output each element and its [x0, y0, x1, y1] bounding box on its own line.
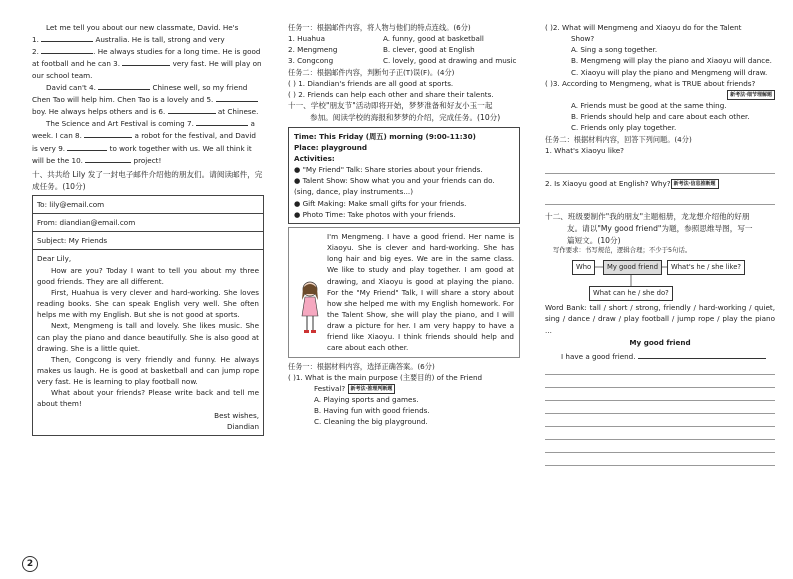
essay-start: I have a good friend. [545, 350, 775, 362]
email-from: From: diandian@email.com [33, 214, 263, 232]
question-11-heading-cont: 参加。阅读学校的海报和梦梦的介绍，完成任务。(10分) [310, 112, 501, 122]
mc-question-cont: Show? [571, 34, 595, 44]
mc-option[interactable]: B. Mengmeng will play the piano and Xiaoyu will dance. [571, 56, 772, 66]
question-11-heading: 十一、学校"朋友节"活动即将开始，梦梦准备和好友小玉一起 [288, 101, 493, 111]
mind-map [545, 260, 775, 300]
mind-map-can: What can he / she do? [589, 286, 673, 301]
cloze-blank-1[interactable] [41, 33, 93, 42]
poster-place: Place: playground [294, 142, 368, 152]
cloze-blank-7[interactable] [196, 117, 248, 126]
essay-first-line[interactable] [638, 350, 766, 359]
cloze-line: 1. Australia. He is tall, strong and very [32, 35, 225, 45]
mind-map-like: What's he / she like? [667, 260, 745, 275]
question-12-heading-cont: 篇短文。(10分) [567, 235, 621, 245]
match-row[interactable]: 1. Huahua A. funny, good at basketball [288, 34, 484, 44]
poster-activity: ● Gift Making: Make small gifts for your friends. [294, 198, 467, 208]
cloze-blank-4[interactable] [98, 81, 150, 90]
question-12-heading: 十二、班级要制作"我的朋友"主题相册，龙龙想介绍他的好朋 [545, 212, 750, 222]
cloze-line: Chen Tao will help him. Chen Tao is a lovely and 5. [32, 93, 264, 105]
mc-option[interactable]: C. Xiaoyu will play the piano and Mengmeng will draw. [571, 67, 768, 77]
cloze-line: Let me tell you about our new classmate, David. He's [46, 23, 239, 32]
email-box [32, 195, 264, 436]
cloze-line: 2. . He always studies for a long time. He is good [32, 47, 261, 57]
cloze-line: at football and he can 3. very fast. He will play on [32, 59, 262, 69]
mc-option[interactable]: A. Friends must be good at the same thing. [571, 101, 727, 111]
email-body [33, 250, 263, 435]
match-row[interactable]: 2. Mengmeng B. clever, good at English [288, 45, 475, 55]
mind-map-who: Who [572, 260, 595, 275]
cloze-line: week. I can 8. a robot for the festival, and David [32, 131, 256, 141]
writing-line[interactable] [545, 415, 775, 427]
question-type-tag: 新考法·推理判断题 [348, 384, 396, 394]
email-subject: Subject: My Friends [33, 232, 263, 250]
poster-activity: ● Talent Show: Show what you and your friends can do. (sing, dance, play instruments...) [294, 176, 495, 197]
essay-title: My good friend [629, 337, 691, 347]
task-heading: 任务一：根据材料内容，选择正确答案。(6分) [288, 361, 435, 371]
tf-question: ( ) 1. Diandian's friends are all good at sports. [288, 78, 454, 88]
email-paragraph: Next, Mengmeng is tall and lovely. She likes music. She can play the piano and dance beautifully. She is also good at drawing. She is a little quiet. [37, 321, 259, 353]
page-number: 2 [22, 556, 38, 572]
question-tag-row [545, 89, 775, 100]
poster-activity: ● "My Friend" Talk: Share stories about your friends. [294, 165, 483, 175]
writing-line[interactable] [545, 402, 775, 414]
email-to: To: lily@email.com [33, 196, 263, 214]
mc-option[interactable]: A. Playing sports and games. [314, 395, 419, 405]
cloze-line: our school team. [32, 70, 93, 80]
task-heading: 任务二：根据邮件内容，判断句子正(T)误(F)。(4分) [288, 67, 455, 77]
answer-line[interactable] [545, 193, 775, 205]
answer-parens[interactable]: ( ) [288, 89, 296, 99]
question-type-tag: 新考法·信息推断题 [671, 179, 719, 189]
short-answer-question: 1. What's Xiaoyu like? [545, 145, 624, 155]
email-paragraph: First, Huahua is very clever and hard-working. She loves reading books. She can speak English very well. She often helps me with my English. But she is not good at sports. [37, 287, 259, 320]
question-10-heading: 十、共共给 Lily 发了一封电子邮件介绍他的朋友们。请阅读邮件，完成任务。(10分) [32, 169, 263, 191]
writing-line[interactable] [545, 389, 775, 401]
answer-parens[interactable]: ( ) [288, 78, 296, 88]
word-bank: Word Bank: tall / short / strong, friendly / hard-working / quiet, sing / dance / draw / play football / jump rope / play the piano ... [545, 303, 775, 335]
email-paragraph: How are you? Today I want to tell you about my three good friends. They are all different. [37, 265, 259, 286]
email-greeting: Dear Lily, [37, 254, 72, 264]
poster-box [288, 127, 520, 224]
bullet-icon: ● [294, 198, 303, 208]
mc-question: ( )1. What is the main purpose (主要目的) of the Friend [288, 372, 483, 382]
matching-list [288, 33, 520, 66]
match-row[interactable]: 3. Congcong C. lovely, good at drawing and music [288, 56, 517, 66]
task-heading: 任务二：根据材料内容，回答下列问题。(4分) [545, 134, 692, 144]
cloze-blank-2[interactable] [41, 45, 93, 54]
mc-question: ( )2. What will Mengmeng and Xiaoyu do for the Talent [545, 23, 742, 32]
cloze-blank-10[interactable] [85, 154, 131, 163]
poster-time: Time: This Friday (周五) morning (9:00-11:30) [294, 131, 476, 141]
cloze-line: boy. He always helps others and is 6. at Chinese. [32, 107, 259, 117]
email-signoff: Best wishes, [214, 410, 259, 420]
mc-option[interactable]: B. Having fun with good friends. [314, 406, 430, 416]
mc-question: ( )3. According to Mengmeng, what is TRUE about friends? [545, 78, 756, 88]
left-column [32, 0, 264, 436]
mc-question-cont: Festival? 新考法·推理判断题 [288, 383, 520, 394]
cloze-line: The Science and Art Festival is coming 7. a [46, 119, 255, 129]
writing-line[interactable] [545, 363, 775, 375]
cloze-blank-5[interactable] [216, 93, 258, 102]
cloze-blank-9[interactable] [67, 142, 107, 151]
story-text: I'm Mengmeng. I have a good friend. Her name is Xiaoyu. She is clever and hard-working. She has long hair and big eyes. We are in the same class. We like to study and play together. I am good at drawing, and Xiaoyu is good at playing the piano. For the "My Friend" Talk, I will share a story about how she helped me with my English homework. For the Talent Show, she will play the piano, and I will draw a picture for her. I am very happy to have a friend like Xiaoyu. I think friends should help and care about each other. [327, 231, 514, 353]
cloze-blank-8[interactable] [84, 129, 132, 138]
right-column [545, 0, 775, 466]
writing-requirements: 写作要求：书写规范，逻辑合理；不少于5句话。 [553, 246, 692, 255]
girl-illustration-icon [299, 280, 321, 340]
cloze-blank-6[interactable] [168, 105, 216, 114]
cloze-line: will be the 10. project! [32, 155, 162, 165]
bullet-icon: ● [294, 176, 303, 186]
mc-option[interactable]: B. Friends should help and care about each other. [571, 112, 750, 122]
cloze-blank-3[interactable] [122, 57, 170, 66]
mc-option[interactable]: A. Sing a song together. [571, 45, 658, 55]
bullet-icon: ● [294, 165, 303, 175]
poster-activities-label: Activities: [294, 153, 335, 163]
cloze-line: David can't 4. Chinese well, so my friend [46, 82, 248, 92]
email-signature: Diandian [226, 421, 259, 431]
tf-question: ( ) 2. Friends can help each other and share their talents. [288, 89, 494, 99]
poster-activity: ● Photo Time: Take photos with your friends. [294, 209, 456, 219]
question-type-tag: 新考法·细节理解题 [727, 90, 775, 100]
email-paragraph: What about your friends? Please write back and tell me about them! [37, 388, 259, 409]
email-paragraph: Then, Congcong is very friendly and funny. He always makes us laugh. He is good at basketball and can jump rope very fast. He is learning to play football now. [37, 354, 259, 387]
bullet-icon: ● [294, 209, 303, 219]
writing-line[interactable] [545, 441, 775, 453]
mc-option[interactable]: C. Cleaning the big playground. [314, 417, 428, 427]
writing-line[interactable] [545, 376, 775, 388]
story-box [288, 227, 520, 358]
task-heading: 任务一：根据邮件内容，将人物与他们的特点连线。(6分) [288, 23, 471, 32]
question-12-heading-cont: 友。请以"My good friend"为题，参照思维导图，写一 [567, 223, 753, 233]
mind-map-center: My good friend [603, 260, 662, 275]
mc-option[interactable]: C. Friends only play together. [571, 123, 677, 133]
writing-line[interactable] [545, 428, 775, 440]
short-answer-question: 2. Is Xiaoyu good at English? Why? 新考法·信息推断题 [545, 178, 775, 189]
answer-line[interactable] [545, 162, 775, 174]
middle-column [288, 0, 520, 428]
writing-line[interactable] [545, 454, 775, 466]
cloze-line: is very 9. to work together with us. We all think it [32, 143, 252, 153]
